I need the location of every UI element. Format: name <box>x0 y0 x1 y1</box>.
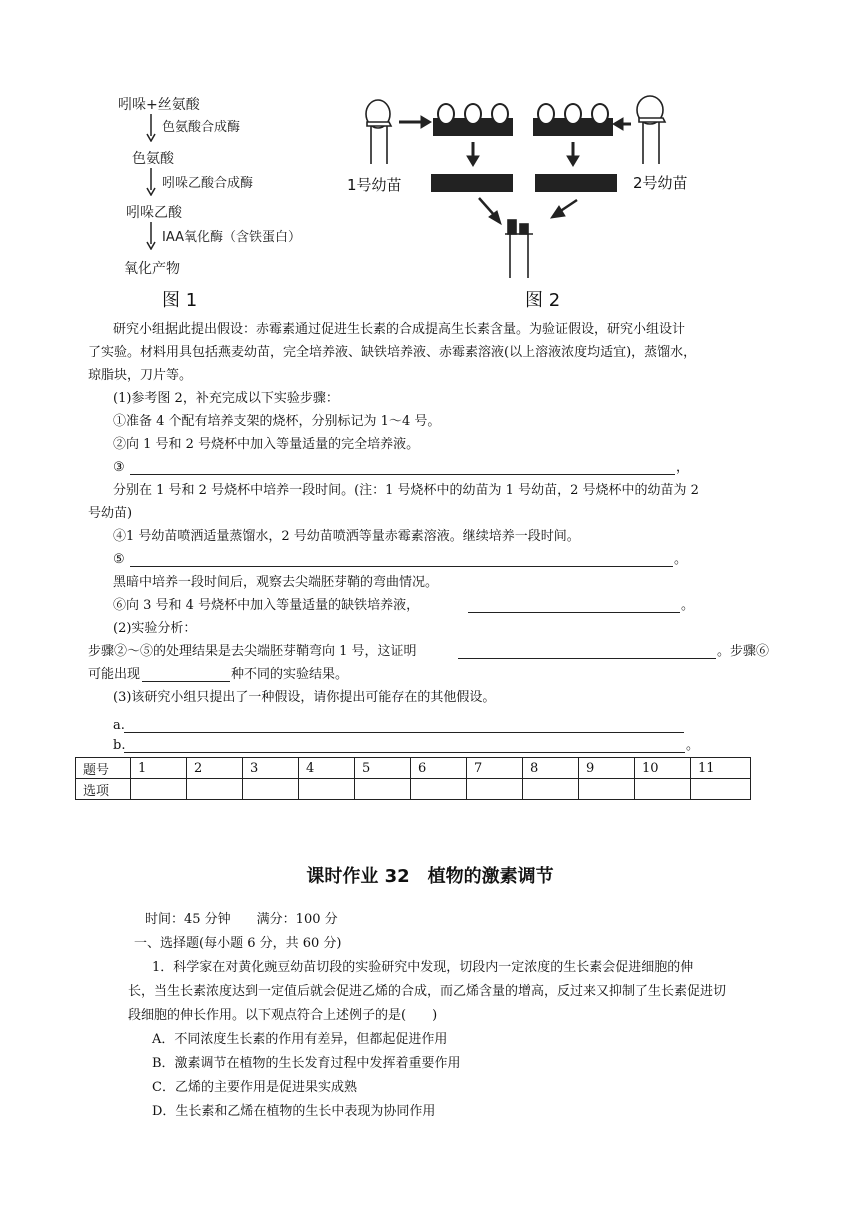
homework-meta: 时间：45 分钟 满分：100 分 <box>145 912 338 927</box>
table-header-cell: 9 <box>579 758 635 779</box>
q3-a-blank[interactable] <box>124 732 684 733</box>
figure-2 <box>345 92 705 312</box>
step-1: ①准备 4 个配有培养支架的烧杯，分别标记为 1～4 号。 <box>113 414 441 429</box>
arrow-down-left <box>467 142 479 166</box>
option-d[interactable]: D．生长素和乙烯在植物的生长中表现为协同作用 <box>152 1104 436 1119</box>
table-header-cell: 10 <box>635 758 691 779</box>
q3-b-end: 。 <box>686 738 700 753</box>
table-header-cell: 4 <box>299 758 355 779</box>
intro-line-2: 了实验。材料用具包括燕麦幼苗，完全培养液、缺铁培养液、赤霉素溶液(以上溶液浓度均适宜)，蒸馏水， <box>88 345 697 360</box>
step-5-blank[interactable] <box>130 566 673 567</box>
pathway-node-indole-serine: 吲哚+丝氨酸 <box>118 97 200 113</box>
seedling-1-icon <box>366 100 391 164</box>
q3-b-label: b. <box>113 738 126 753</box>
pathway-enzyme-trp-synthase: 色氨酸合成酶 <box>162 120 241 135</box>
table-header-cell: 8 <box>523 758 579 779</box>
step-5-end: 。 <box>674 552 688 567</box>
decapitated-coleoptile-icon <box>505 220 533 278</box>
pathway-enzyme-iaa-synthase: 吲哚乙酸合成酶 <box>162 176 254 191</box>
table-header-cell: 3 <box>243 758 299 779</box>
question-2-heading: (2)实验分析： <box>113 621 197 636</box>
step-5-note: 黑暗中培养一段时间后，观察去尖端胚芽鞘的弯曲情况。 <box>113 575 439 590</box>
answer-table <box>75 757 751 800</box>
question-1-heading: (1)参考图 2，补充完成以下实验步骤： <box>113 391 339 406</box>
agar-block-tips-left-icon <box>433 104 513 136</box>
q2-line-2-b: 种不同的实验结果。 <box>231 667 349 682</box>
table-header-cell: 6 <box>411 758 467 779</box>
step-2: ②向 1 号和 2 号烧杯中加入等量适量的完全培养液。 <box>113 437 420 452</box>
pathway-arrow-2 <box>146 168 156 196</box>
section-heading: 一、选择题(每小题 6 分，共 60 分) <box>134 936 342 951</box>
step-3-lead: ③ <box>113 460 125 475</box>
homework-title: 课时作业 32 植物的激素调节 <box>306 866 554 887</box>
question-1-line-1: 1．科学家在对黄化豌豆幼苗切段的实验研究中发现，切段内一定浓度的生长素会促进细胞的伸 <box>152 960 694 975</box>
answer-cell[interactable] <box>355 779 411 800</box>
table-header-cell: 2 <box>187 758 243 779</box>
step-5-lead: ⑤ <box>113 552 125 567</box>
table-row <box>76 779 751 800</box>
option-a[interactable]: A．不同浓度生长素的作用有差异，但都起促进作用 <box>152 1032 448 1047</box>
option-c[interactable]: C．乙烯的主要作用是促进果实成熟 <box>152 1080 357 1095</box>
intro-line-3: 琼脂块，刀片等。 <box>88 368 193 383</box>
seedling-2-icon <box>637 96 665 164</box>
seedling-2-label: 2号幼苗 <box>633 174 688 192</box>
seedling-1-label: 1号幼苗 <box>347 176 402 194</box>
arrow-seedling1-to-block <box>399 116 431 128</box>
arrow-diag-left <box>479 198 501 224</box>
answer-cell[interactable] <box>131 779 187 800</box>
step-6-blank[interactable] <box>468 612 680 613</box>
answer-cell[interactable] <box>299 779 355 800</box>
option-b[interactable]: B．激素调节在植物的生长发育过程中发挥着重要作用 <box>152 1056 461 1071</box>
answer-cell[interactable] <box>523 779 579 800</box>
step-4: ④1 号幼苗喷洒适量蒸馏水，2 号幼苗喷洒等量赤霉素溶液。继续培养一段时间。 <box>113 529 580 544</box>
pathway-node-tryptophan: 色氨酸 <box>132 151 174 167</box>
arrow-down-right <box>567 142 579 166</box>
q2-line-2-a: 可能出现 <box>88 667 141 682</box>
q2-line-1-a: 步骤②～⑤的处理结果是去尖端胚芽鞘弯向 1 号，这证明 <box>88 644 417 659</box>
table-row <box>76 758 751 779</box>
step-3-note-2: 号幼苗) <box>88 506 133 521</box>
answer-cell[interactable] <box>187 779 243 800</box>
step-3-end: ， <box>676 460 690 475</box>
arrow-seedling2-to-block <box>613 118 631 130</box>
question-3-heading: (3)该研究小组只提出了一种假设，请你提出可能存在的其他假设。 <box>113 690 496 705</box>
answer-cell[interactable] <box>411 779 467 800</box>
arrow-diag-right <box>551 200 577 218</box>
agar-block-left-icon <box>431 174 513 192</box>
table-row-label-option: 选项 <box>76 779 131 800</box>
q3-a-label: a. <box>113 718 125 733</box>
figure-2-caption: 图 2 <box>525 290 561 311</box>
answer-cell[interactable] <box>467 779 523 800</box>
table-row-label-number: 题号 <box>76 758 131 779</box>
q2-line-1-b: 。步骤⑥ <box>717 644 770 659</box>
pathway-node-oxidation-product: 氧化产物 <box>124 261 180 277</box>
intro-line-1: 研究小组据此提出假设：赤霉素通过促进生长素的合成提高生长素含量。为验证假设，研究小组设计 <box>113 322 686 337</box>
answer-cell[interactable] <box>691 779 751 800</box>
step-3-blank[interactable] <box>130 474 675 475</box>
q2-blank-1[interactable] <box>458 658 716 659</box>
table-header-cell: 7 <box>467 758 523 779</box>
answer-cell[interactable] <box>243 779 299 800</box>
figure-1 <box>118 92 338 312</box>
answer-cell[interactable] <box>579 779 635 800</box>
figure-1-caption: 图 1 <box>162 290 198 311</box>
step-6-end: 。 <box>681 598 695 613</box>
table-header-cell: 11 <box>691 758 751 779</box>
pathway-enzyme-iaa-oxidase: IAA氧化酶（含铁蛋白） <box>162 230 301 245</box>
table-header-cell: 1 <box>131 758 187 779</box>
step-6: ⑥向 3 号和 4 号烧杯中加入等量适量的缺铁培养液， <box>113 598 420 613</box>
question-1-line-2: 长，当生长素浓度达到一定值后就会促进乙烯的合成，而乙烯含量的增高，反过来又抑制了生长素促进切 <box>128 984 727 999</box>
answer-cell[interactable] <box>635 779 691 800</box>
question-1-line-3: 段细胞的伸长作用。以下观点符合上述例子的是( ) <box>128 1008 438 1023</box>
pathway-arrow-1 <box>146 114 156 142</box>
q3-b-blank[interactable] <box>124 752 685 753</box>
q2-blank-2[interactable] <box>142 681 230 682</box>
table-header-cell: 5 <box>355 758 411 779</box>
pathway-arrow-3 <box>146 222 156 250</box>
agar-block-right-icon <box>535 174 617 192</box>
step-3-note-1: 分别在 1 号和 2 号烧杯中培养一段时间。(注：1 号烧杯中的幼苗为 1 号幼苗，2 号烧杯中的幼苗为 2 <box>113 483 699 498</box>
pathway-node-iaa: 吲哚乙酸 <box>126 205 182 221</box>
agar-block-tips-right-icon <box>533 104 613 136</box>
